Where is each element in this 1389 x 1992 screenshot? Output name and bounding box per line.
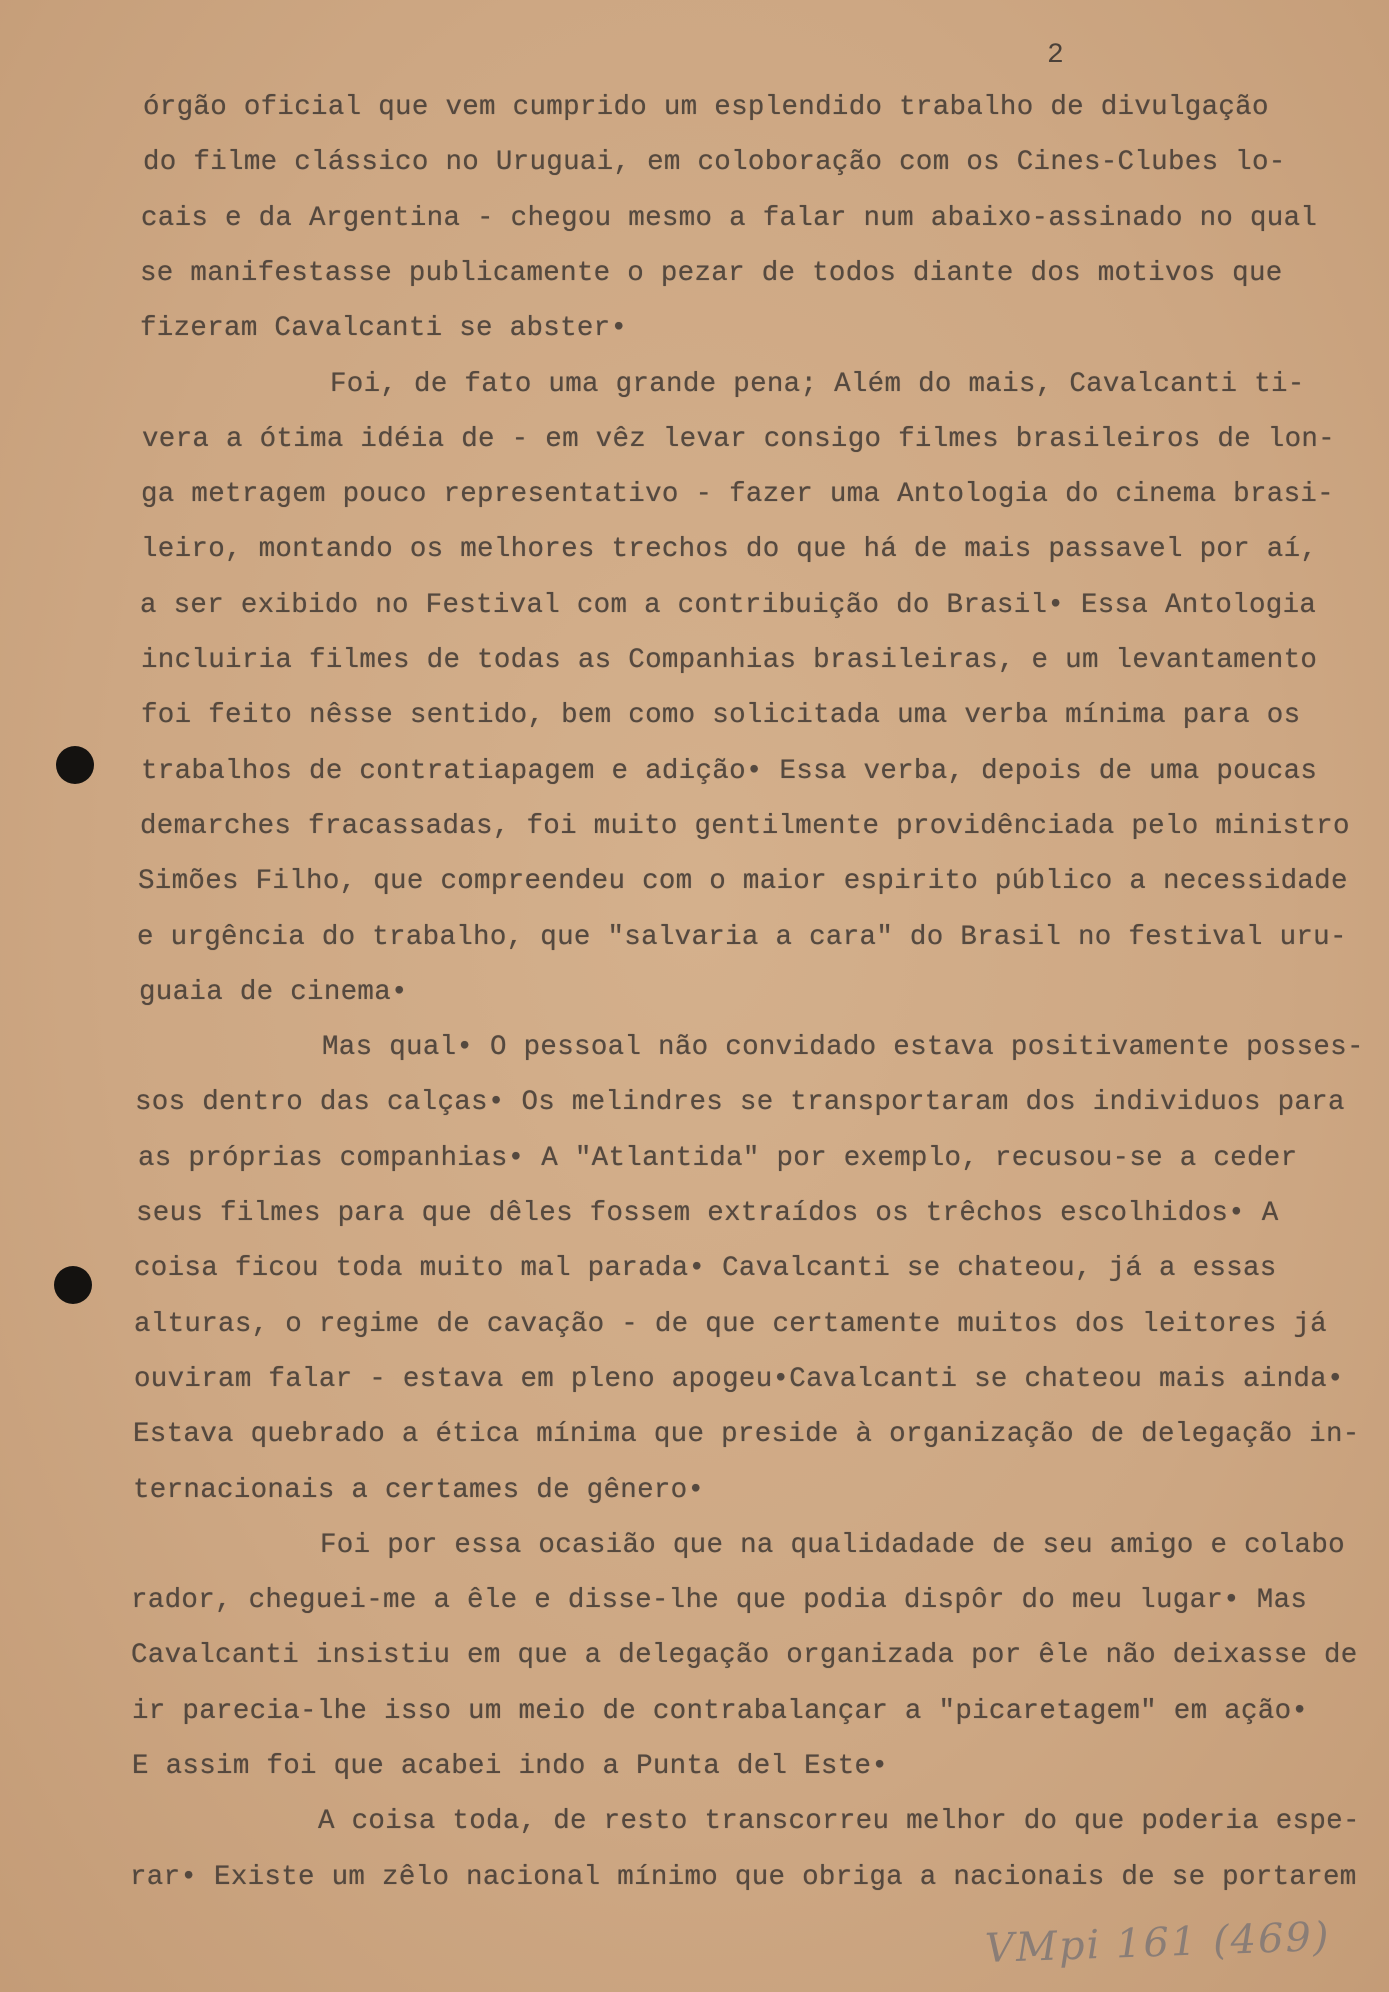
text-line: Cavalcanti insistiu em que a delegação organizada por êle não deixasse de: [131, 1640, 1358, 1672]
text-line: alturas, o regime de cavação - de que certamente muitos dos leitores já: [134, 1308, 1327, 1340]
text-line: Foi por essa ocasião que na qualidadade de seu amigo e colabo: [320, 1529, 1345, 1561]
page-number: 2: [1047, 40, 1064, 71]
text-line: demarches fracassadas, foi muito gentilmente providênciada pelo ministro: [140, 810, 1350, 842]
text-line: Simões Filho, que compreendeu com o maior espirito público a necessidade: [138, 866, 1348, 898]
text-line: Estava quebrado a ética mínima que preside à organização de delegação in-: [133, 1419, 1360, 1451]
text-line: ouviram falar - estava em pleno apogeu•Cavalcanti se chateou mais ainda•: [134, 1363, 1344, 1395]
text-line: leiro, montando os melhores trechos do que há de mais passavel por aí,: [141, 534, 1318, 566]
text-line: foi feito nêsse sentido, bem como solicitada uma verba mínima para os: [141, 700, 1301, 732]
text-line: rar• Existe um zêlo nacional mínimo que obriga a nacionais de se portarem: [130, 1861, 1357, 1893]
text-line: órgão oficial que vem cumprido um esplendido trabalho de divulgação: [143, 92, 1269, 123]
text-line: A coisa toda, de resto transcorreu melhor do que poderia espe-: [318, 1806, 1360, 1838]
text-line: coisa ficou toda muito mal parada• Cavalcanti se chateou, já a essas: [134, 1253, 1277, 1285]
text-line: rador, cheguei-me a êle e disse-lhe que podia dispôr do meu lugar• Mas: [131, 1585, 1308, 1617]
handwritten-archive-note: VMpi 161 (469): [984, 1913, 1332, 1973]
text-line: cais e da Argentina - chegou mesmo a falar num abaixo-assinado no qual: [141, 202, 1318, 234]
text-line: Foi, de fato uma grande pena; Além do mais, Cavalcanti ti-: [330, 368, 1305, 400]
text-line: ga metragem pouco representativo - fazer uma Antologia do cinema brasi-: [141, 479, 1334, 511]
text-line: se manifestasse publicamente o pezar de todos diante dos motivos que: [140, 257, 1283, 289]
text-line: ir parecia-lhe isso um meio de contrabalançar a "picaretagem" em ação•: [132, 1695, 1309, 1727]
text-line: incluiria filmes de todas as Companhias brasileiras, e um levantamento: [141, 645, 1318, 676]
text-line: ternacionais a certames de gênero•: [133, 1474, 705, 1506]
punch-hole: [56, 746, 94, 784]
text-line: guaia de cinema•: [139, 976, 408, 1008]
text-line: a ser exibido no Festival com a contribuição do Brasil• Essa Antologia: [140, 589, 1317, 621]
text-line: do filme clássico no Uruguai, em coloboração com os Cines-Clubes lo-: [143, 147, 1286, 179]
text-line: Mas qual• O pessoal não convidado estava positivamente posses-: [322, 1032, 1364, 1064]
text-line: sos dentro das calças• Os melindres se transportaram dos individuos para: [135, 1087, 1345, 1119]
text-line: E assim foi que acabei indo a Punta del Este•: [132, 1751, 889, 1782]
text-line: fizeram Cavalcanti se abster•: [140, 313, 628, 345]
text-line: vera a ótima idéia de - em vêz levar consigo filmes brasileiros de lon-: [142, 423, 1335, 455]
punch-hole: [54, 1266, 92, 1304]
text-line: as próprias companhias• A "Atlantida" por exemplo, recusou-se a ceder: [138, 1142, 1298, 1174]
text-line: seus filmes para que dêles fossem extraídos os trêchos escolhidos• A: [136, 1198, 1279, 1229]
text-line: e urgência do trabalho, que "salvaria a cara" do Brasil no festival uru-: [137, 921, 1347, 953]
text-line: trabalhos de contratiapagem e adição• Essa verba, depois de uma poucas: [141, 755, 1318, 787]
